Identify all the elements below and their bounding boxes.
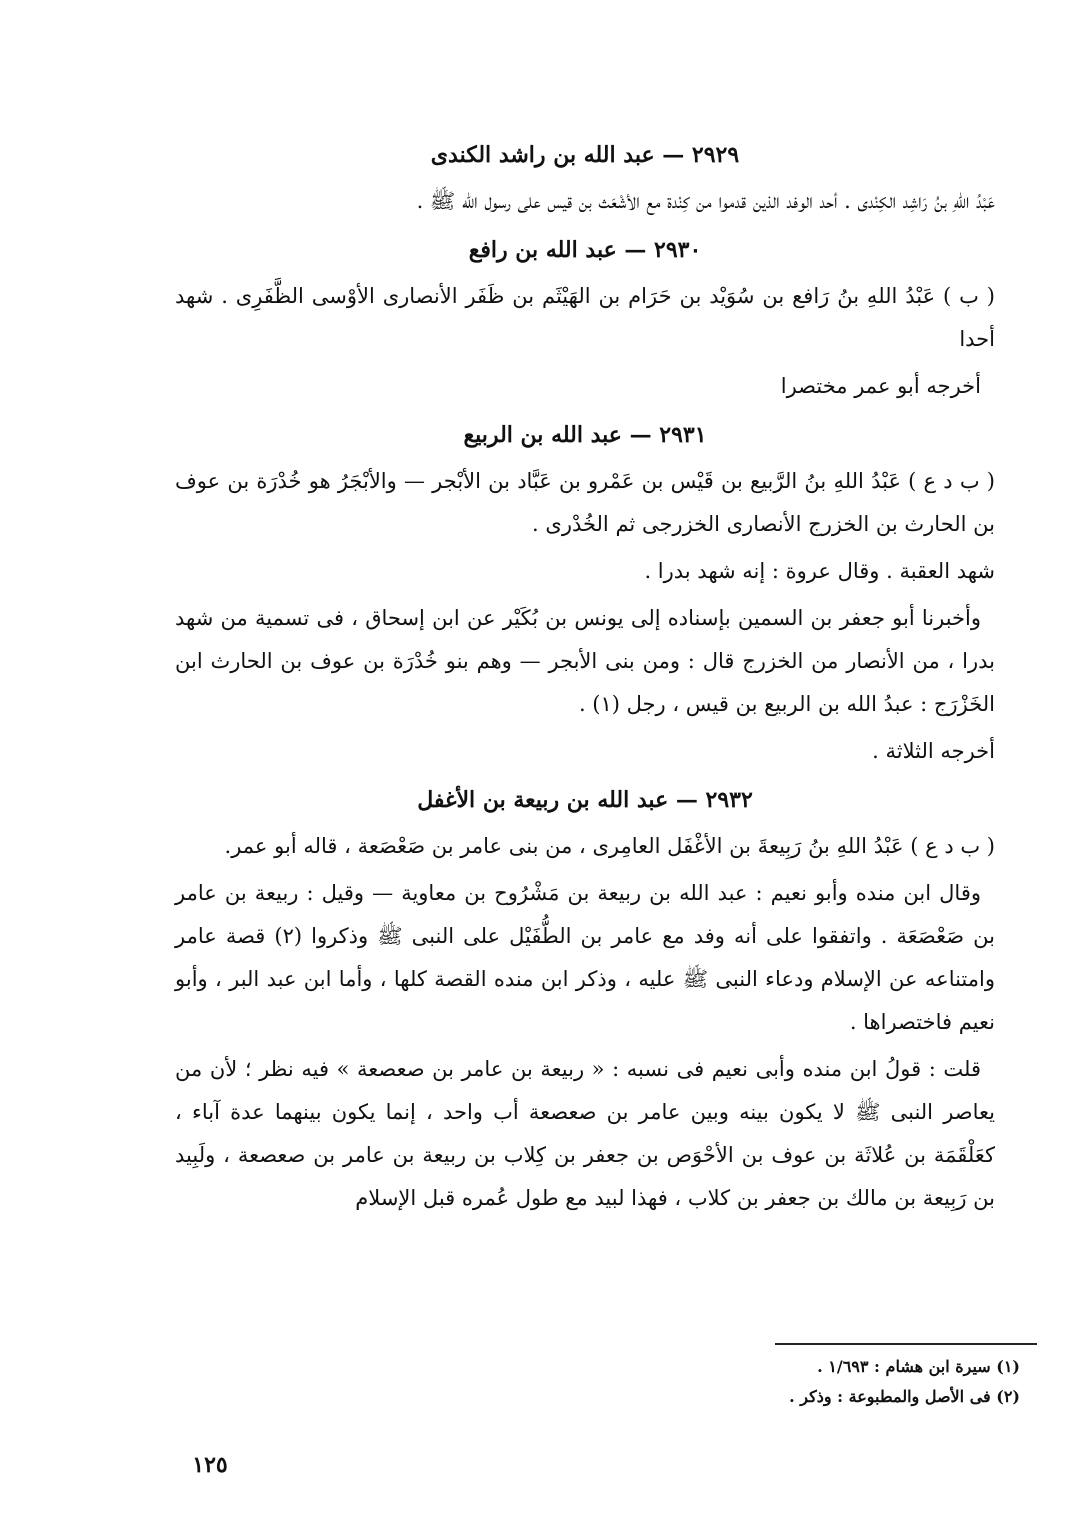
entry-heading-2932: ٢٩٣٢ — عبد الله بن ربيعة بن الأغفل: [417, 787, 753, 813]
entry-paragraph-2932-c: قلت : قولُ ابن منده وأبى نعيم فى نسبه : « ربيعة بن عامر بن صعصعة » فيه نظر ؛ لأن من يعاصر النبى ﷺ لا يكون بينه وبين عامر بن صعصعة أب واحد ، إنما يكون بينهما عدة آباء ، كعَلْقَمَة بن عُلاثَة بن عوف بن الأحْوَص بن جعفر بن كِلاب بن ربيعة بن عامر بن صعصعة ، ولَبِيد بن رَبِيعة بن مالك بن جعفر بن كلاب ، فهذا لبيد مع طول عُمره قبل الإسلام: [175, 1057, 995, 1210]
entry-paragraph-2932-b: وقال ابن منده وأبو نعيم : عبد الله بن ربيعة بن مَشْرُوح بن معاوية — وقيل : ربيعة بن عامر بن صَعْصَعَة . واتفقوا على أنه وفد مع عامر بن الطُّفَيْل على النبى ﷺ وذكروا (٢) قصة عامر وامتناعه عن الإسلام ودعاء النبى ﷺ عليه ، وذكر ابن منده القصة كلها ، وأما ابن عبد البر ، وأبو نعيم فاختصراها .: [175, 881, 995, 1034]
entry-paragraph-2931-b: شهد العقبة . وقال عروة : إنه شهد بدرا .: [644, 559, 995, 583]
entry-text-2931: ( ب د ع ) عَبْدُ اللهِ بنُ الرَّبيع بن قَيْس بن عَمْرو بن عَبَّاد بن الأبْجر — والأبْجَرُ هو خُدْرَة بن عوف بن الحارث بن الخزرج الأنصارى الخزرجى ثم الخُدْرى .: [175, 469, 995, 536]
entry-text-2929: عَبْدُ اللهِ بنُ رَاشِد الكِنْدى . أحد الوفد الذين قدموا من كِنْدة مع الأشْعَث بن قيس على رسول الله ﷺ .: [416, 189, 995, 213]
page-number: ١٢٥: [192, 1452, 228, 1478]
entry-heading-2929: ٢٩٢٩ — عبد الله بن راشد الكندى: [430, 142, 740, 168]
footnotes: [620, 1352, 1020, 1412]
footnote-1: (١) سيرة ابن هشام : ١/٦٩٣ .: [817, 1357, 1020, 1376]
page-body: [175, 130, 995, 1224]
entry-heading-2930: ٢٩٣٠ — عبد الله بن رافع: [468, 237, 702, 263]
footnote-divider: [775, 1343, 1037, 1345]
entry-source-2931: أخرجه الثلاثة .: [872, 739, 995, 763]
footnote-2: (٢) فى الأصل والمطبوعة : وذكر .: [789, 1387, 1020, 1406]
entry-text-2932: ( ب د ع ) عَبْدُ اللهِ بنُ رَبِيعةَ بن الأغْفَل العامِرى ، من بنى عامر بن صَعْصَعة ، قاله أبو عمر.: [224, 834, 995, 858]
entry-paragraph-2931-c: وأخبرنا أبو جعفر بن السمين بإسناده إلى يونس بن بُكَيْر عن ابن إسحاق ، فى تسمية من شهد بدرا ، من الأنصار من الخزرج قال : ومن بنى الأبجر — وهم بنو خُدْرَة بن عوف بن الحارث ابن الخَزْرَج : عبدُ الله بن الربيع بن قيس ، رجل (١) .: [175, 606, 995, 716]
entry-text-2930: ( ب ) عَبْدُ اللهِ بنُ رَافع بن سُوَيْد بن حَرَام بن الهَيْثَم بن ظَفَر الأنصارى الأوْسى الظَّفَرِى . شهد أحدا: [175, 284, 995, 351]
entry-source-2930: أخرجه أبو عمر مختصرا: [780, 374, 981, 398]
entry-heading-2931: ٢٩٣١ — عبد الله بن الربيع: [463, 422, 707, 448]
